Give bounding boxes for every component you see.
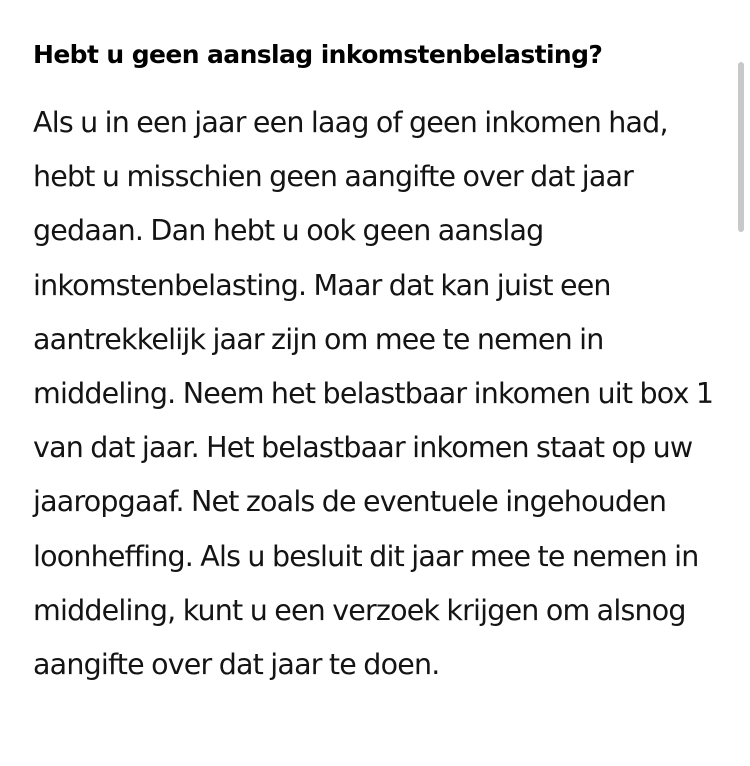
section-heading: Hebt u geen aanslag inkomstenbelasting? — [33, 40, 603, 69]
vertical-scrollbar[interactable] — [738, 62, 744, 232]
section-paragraph: Als u in een jaar een laag of geen inkomen had, hebt u misschien geen aangifte over dat jaar gedaan. Dan hebt u ook geen aanslag inkomstenbelasting. Maar dat kan juist een aantrekkelijk jaar zijn om mee te nemen in middeling. Neem het belastbaar inkomen uit box 1 van dat jaar. Het belastbaar inkomen staat op uw jaaropgaaf. Net zoals de eventuele ingehouden loonheffing. Als u besluit dit jaar mee te nemen in middeling, kunt u een verzoek krijgen om alsnog aangifte over dat jaar te doen. — [33, 106, 714, 682]
article-content — [33, 38, 723, 692]
